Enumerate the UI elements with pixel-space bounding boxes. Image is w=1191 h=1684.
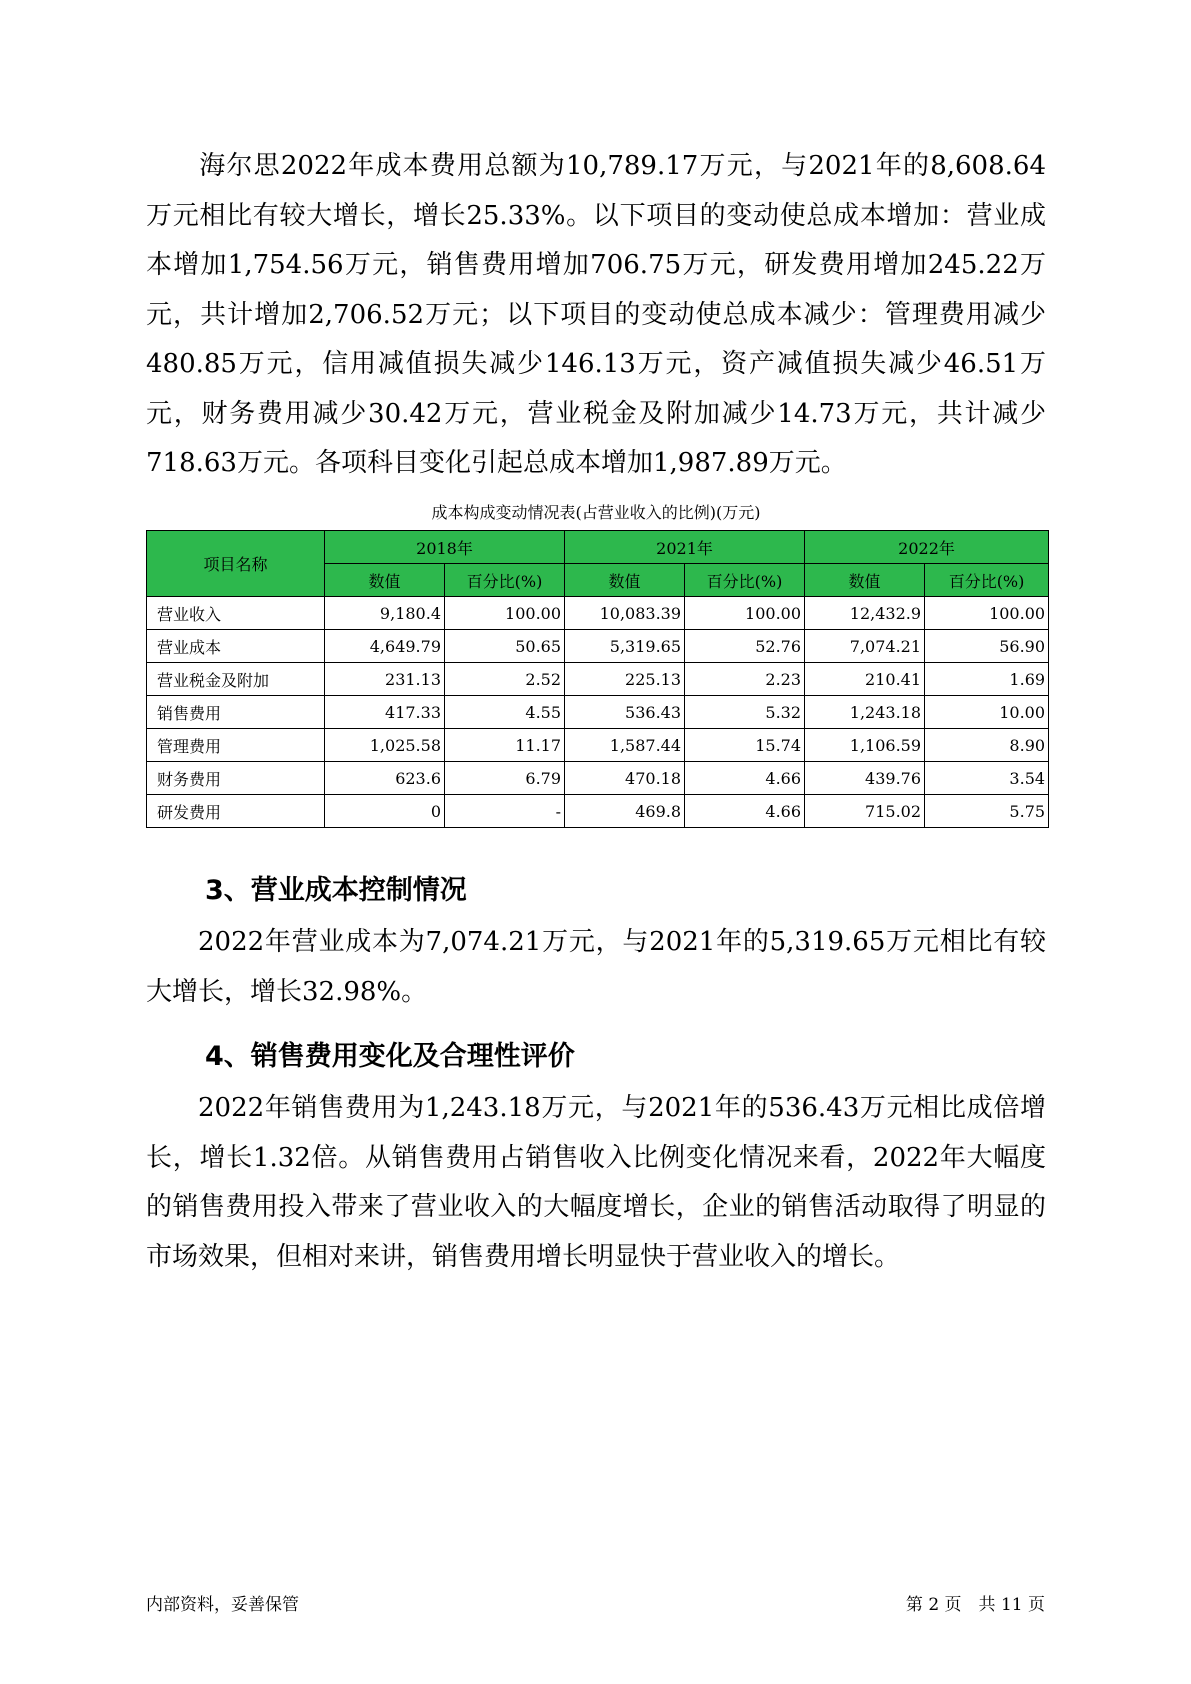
row-name: 研发费用 [147,795,325,828]
row-name: 管理费用 [147,729,325,762]
row-name: 销售费用 [147,696,325,729]
cell-value: 469.8 [565,795,685,828]
row-name: 营业成本 [147,630,325,663]
header-year-2018: 2018年 [325,531,565,564]
table-row [147,597,1049,630]
table-caption: 成本构成变动情况表(占营业收入的比例)(万元) [431,503,761,522]
section-heading-3: 3、营业成本控制情况 [205,875,467,906]
cell-percent: 52.76 [685,630,805,663]
cell-value: 225.13 [565,663,685,696]
cell-value: 0 [325,795,445,828]
cell-percent: 56.90 [925,630,1049,663]
header-percent: 百分比(%) [445,564,565,597]
cell-value: 623.6 [325,762,445,795]
cell-value: 10,083.39 [565,597,685,630]
row-name: 营业税金及附加 [147,663,325,696]
table-row [147,795,1049,828]
cell-value: 12,432.9 [805,597,925,630]
cost-structure-table [146,530,1049,828]
header-percent: 百分比(%) [925,564,1049,597]
cell-value: 1,025.58 [325,729,445,762]
paragraph-cost-summary-text: 海尔思2022年成本费用总额为10,789.17万元，与2021年的8,608.64万元相比有较大增长，增长25.33%。以下项目的变动使总成本增加：营业成本增加1,754.56万元，销售费用增加706.75万元，研发费用增加245.22万元，共计增加2,706.52万元；以下项目的变动使总成本减少：管理费用减少480.85万元，信用减值损失减少146.13万元，资产减值损失减少46.51万元，财务费用减少30.42万元，营业税金及附加减少14.73万元，共计减少718.63万元。各项科目变化引起总成本增加1,987.89万元。 [146,151,1046,478]
cell-value: 1,587.44 [565,729,685,762]
cell-percent: 4.66 [685,795,805,828]
cell-percent: 10.00 [925,696,1049,729]
cell-percent: 5.75 [925,795,1049,828]
cell-value: 210.41 [805,663,925,696]
header-value: 数值 [805,564,925,597]
cell-percent: 100.00 [925,597,1049,630]
row-name: 营业收入 [147,597,325,630]
cell-percent: 100.00 [445,597,565,630]
row-name: 财务费用 [147,762,325,795]
cell-percent: 5.32 [685,696,805,729]
paragraph-operating-cost [146,918,1046,1017]
paragraph-sales-expense-text: 2022年销售费用为1,243.18万元，与2021年的536.43万元相比成倍增长，增长1.32倍。从销售费用占销售收入比例变化情况来看，2022年大幅度的销售费用投入带来了营业收入的大幅度增长，企业的销售活动取得了明显的市场效果，但相对来讲，销售费用增长明显快于营业收入的增长。 [146,1093,1046,1272]
cell-percent: 4.66 [685,762,805,795]
cell-percent: 6.79 [445,762,565,795]
cell-percent: 15.74 [685,729,805,762]
cell-value: 231.13 [325,663,445,696]
cell-percent: 4.55 [445,696,565,729]
footer-confidential-note: 内部资料，妥善保管 [146,1595,299,1615]
paragraph-sales-expense [146,1084,1046,1282]
cell-percent: 100.00 [685,597,805,630]
cell-percent: 50.65 [445,630,565,663]
table-row [147,762,1049,795]
cell-percent: 2.23 [685,663,805,696]
cell-value: 4,649.79 [325,630,445,663]
header-year-2022: 2022年 [805,531,1049,564]
table-row [147,696,1049,729]
table-row [147,630,1049,663]
cell-value: 1,106.59 [805,729,925,762]
cell-percent: 2.52 [445,663,565,696]
header-value: 数值 [325,564,445,597]
cell-percent: - [445,795,565,828]
cell-value: 439.76 [805,762,925,795]
section-heading-4: 4、销售费用变化及合理性评价 [205,1041,575,1072]
header-year-2021: 2021年 [565,531,805,564]
cell-value: 9,180.4 [325,597,445,630]
cell-percent: 11.17 [445,729,565,762]
paragraph-cost-summary [146,142,1046,489]
cell-percent: 8.90 [925,729,1049,762]
cell-percent: 3.54 [925,762,1049,795]
table-row [147,729,1049,762]
cell-value: 470.18 [565,762,685,795]
header-value: 数值 [565,564,685,597]
cell-value: 715.02 [805,795,925,828]
header-item-name: 项目名称 [147,531,325,597]
table-row [147,663,1049,696]
cell-value: 1,243.18 [805,696,925,729]
paragraph-operating-cost-text: 2022年营业成本为7,074.21万元，与2021年的5,319.65万元相比有较大增长，增长32.98%。 [146,927,1046,1007]
cell-value: 536.43 [565,696,685,729]
footer-page-number: 第 2 页 共 11 页 [905,1595,1045,1615]
cell-value: 417.33 [325,696,445,729]
header-percent: 百分比(%) [685,564,805,597]
cell-value: 7,074.21 [805,630,925,663]
cell-percent: 1.69 [925,663,1049,696]
cell-value: 5,319.65 [565,630,685,663]
